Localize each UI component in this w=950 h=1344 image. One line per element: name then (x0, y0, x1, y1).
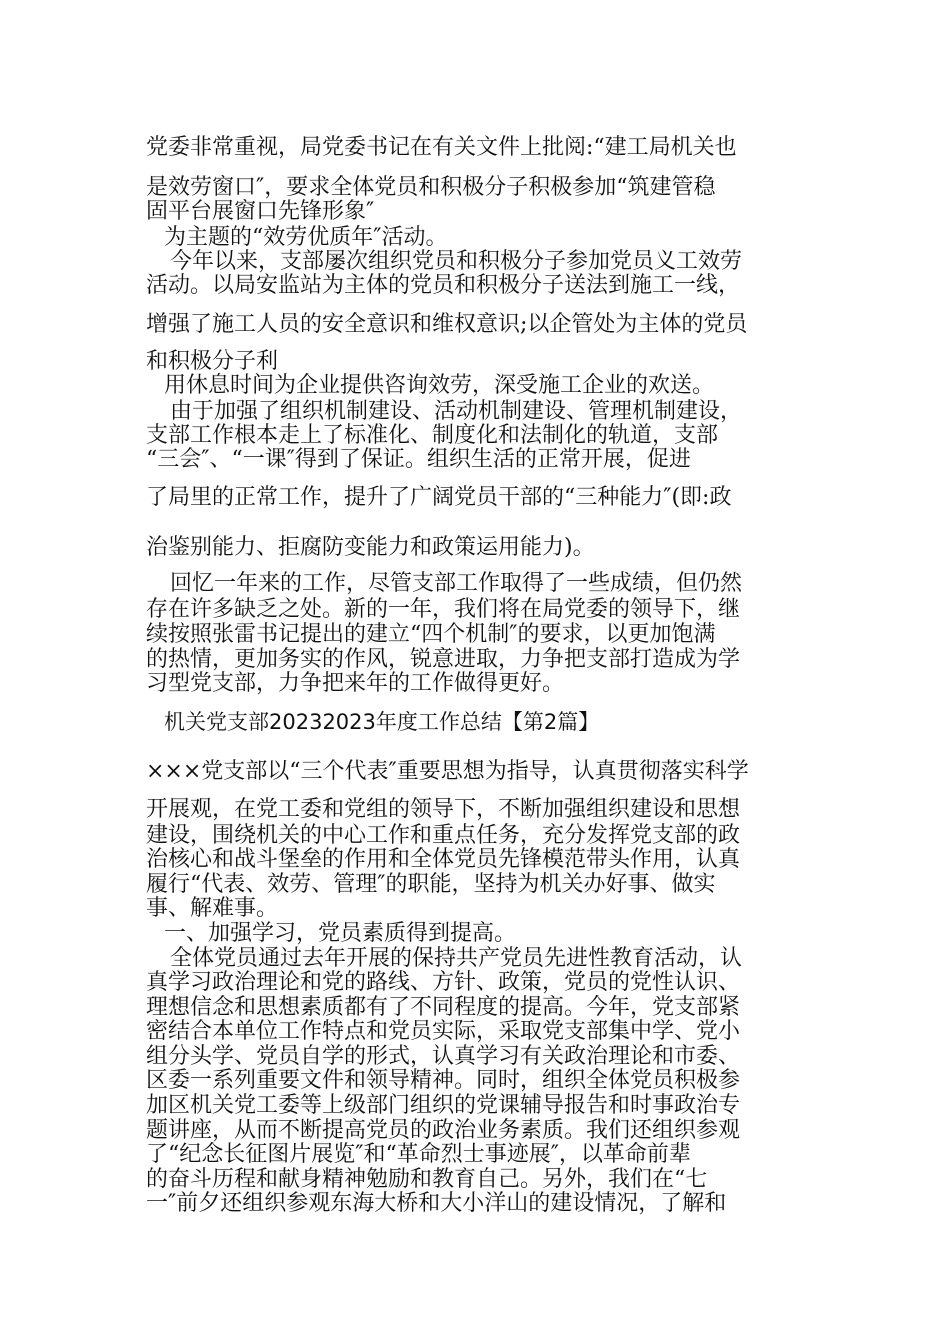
text-line: 固平台展窗口先锋形象″ (146, 199, 375, 224)
text-line: 党委非常重视，局党委书记在有关文件上批阅:“建工局机关也 (146, 135, 737, 160)
text-line: 存在许多缺乏之处。新的一年，我们将在局党委的领导下，继 (146, 597, 741, 622)
text-line: 由于加强了组织机制建设、活动机制建设、管理机制建设， (170, 399, 743, 424)
text-line: 全体党员通过去年开展的保持共产党员先进性教育活动，认 (170, 946, 743, 971)
text-line: 开展观，在党工委和党组的领导下，不断加强组织建设和思想 (146, 797, 741, 822)
text-line: 的热情，更加务实的作风，锐意进取，力争把支部打造成为学 (146, 647, 741, 672)
text-line: 一、加强学习，党员素质得到提高。 (164, 921, 517, 946)
text-line: 了“纪念长征图片展览″和“革命烈士事迹展″，以革命前辈 (146, 1142, 691, 1167)
text-line: 增强了施工人员的安全意识和维权意识;以企管处为主体的党员 (146, 312, 748, 337)
text-line: 了局里的正常工作，提升了广阔党员干部的“三种能力″(即:政 (146, 485, 732, 510)
text-line: 和积极分子利 (146, 349, 279, 374)
text-line: 真学习政治理论和党的路线、方针、政策，党员的党性认识、 (146, 970, 741, 995)
text-line: 组分头学、党员自学的形式，认真学习有关政治理论和市委、 (146, 1044, 741, 1069)
text-line: “三会″、“一课″得到了保证。组织生活的正常开展，促进 (146, 447, 691, 472)
text-line: 加区机关党工委等上级部门组织的党课辅导报告和时事政治专 (146, 1093, 741, 1118)
text-line: 为主题的“效劳优质年″活动。 (164, 225, 448, 250)
text-line: 履行“代表、效劳、管理″的职能，坚持为机关办好事、做实 (146, 872, 716, 897)
text-line: 续按照张雷书记提出的建立“四个机制″的要求，以更加饱满 (146, 622, 716, 647)
text-line: 回忆一年来的工作，尽管支部工作取得了一些成绩，但仍然 (170, 571, 743, 596)
text-line: 治鉴别能力、拒腐防变能力和政策运用能力)。 (146, 535, 595, 560)
text-line: ×××党支部以“三个代表″重要思想为指导，认真贯彻落实科学 (146, 759, 749, 784)
text-line: 支部工作根本走上了标准化、制度化和法制化的轨道，支部 (146, 423, 719, 448)
text-line: 今年以来，支部屡次组织党员和积极分子参加党员义工效劳 (170, 249, 743, 274)
text-line: 是效劳窗口″，要求全体党员和积极分子积极参加“筑建管稳 (146, 175, 716, 200)
text-line: 用休息时间为企业提供咨询效劳，深受施工企业的欢送。 (164, 373, 715, 398)
text-line: 活动。以局安监站为主体的党员和积极分子送法到施工一线， (146, 273, 741, 298)
text-line: 治核心和战斗堡垒的作用和全体党员先锋模范带头作用，认真 (146, 847, 741, 872)
text-line: 的奋斗历程和献身精神勉励和教育自己。另外，我们在“七 (146, 1167, 708, 1192)
text-line: 区委一系列重要文件和领导精神。同时，组织全体党员积极参 (146, 1068, 741, 1093)
text-line: 题讲座，从而不断提高党员的政治业务素质。我们还组织参观 (146, 1118, 741, 1143)
text-line: 理想信念和思想素质都有了不同程度的提高。今年，党支部紧 (146, 995, 741, 1020)
text-line: 事、解难事。 (146, 896, 279, 921)
text-line: 一″前夕还组织参观东海大桥和大小洋山的建设情况，了解和 (146, 1191, 727, 1216)
text-line: 习型党支部，力争把来年的工作做得更好。 (146, 671, 565, 696)
text-line: 建设，围绕机关的中心工作和重点任务，充分发挥党支部的政 (146, 823, 741, 848)
text-line: 密结合本单位工作特点和党员实际，采取党支部集中学、党小 (146, 1019, 741, 1044)
section-heading: 机关党支部20232023年度工作总结【第2篇】 (164, 710, 600, 734)
